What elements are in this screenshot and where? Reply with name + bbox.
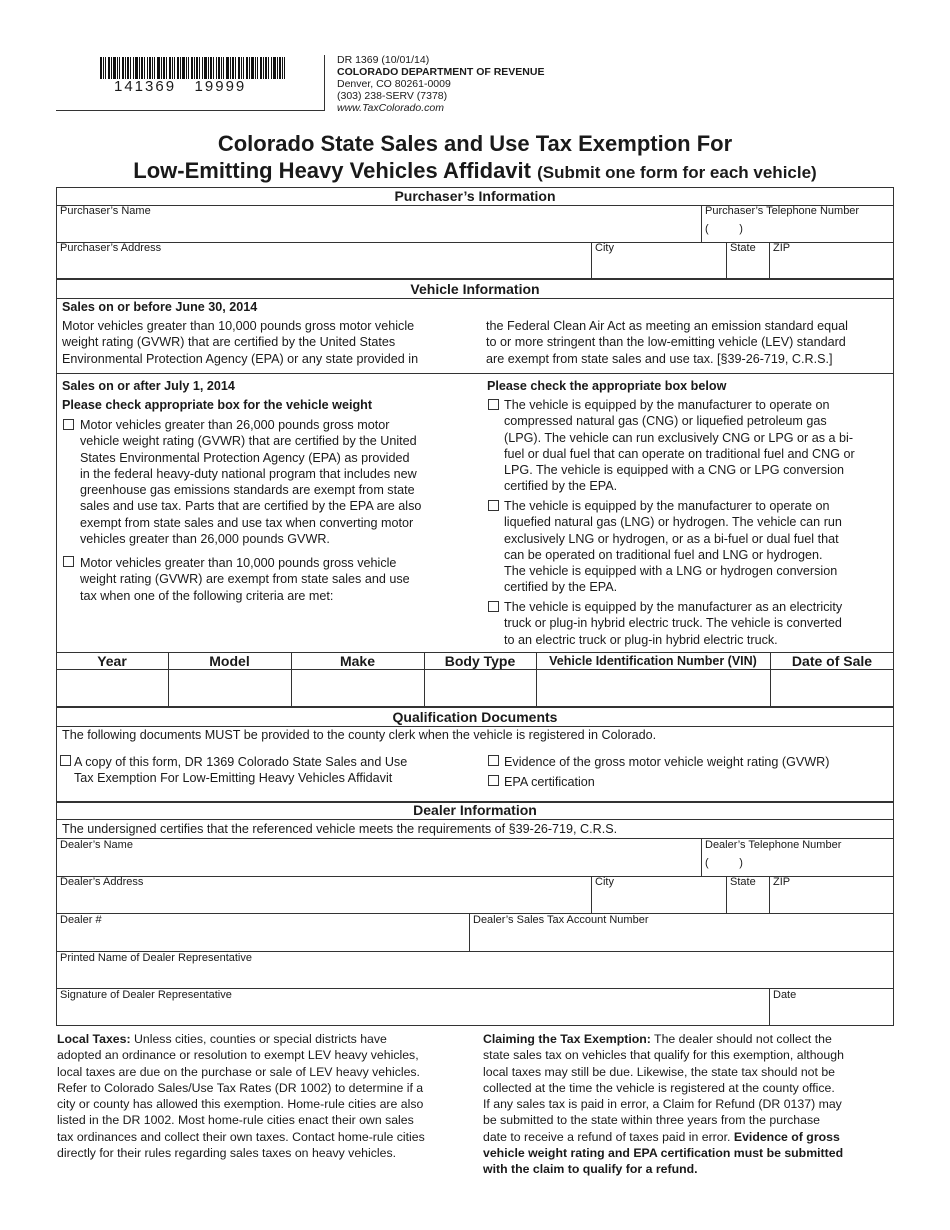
col-date-of-sale: Date of Sale	[791, 653, 873, 669]
text-line: directly for their rules regarding sales taxes on heavy vehicles.	[57, 1146, 397, 1161]
vin-input[interactable]	[537, 670, 769, 706]
weight-option-1-text	[80, 417, 421, 547]
text-line: sales and use tax. Parts that are certified by the EPA are also	[80, 499, 422, 514]
rule	[469, 913, 470, 951]
barcode	[100, 57, 285, 79]
header-rule	[56, 110, 324, 111]
dealer-zip-field[interactable]: ZIP	[773, 876, 791, 888]
purchaser-zip-field[interactable]: ZIP	[773, 242, 791, 254]
rule	[701, 838, 702, 876]
text-line	[57, 1031, 469, 1047]
dealer-phone-field[interactable]: Dealer’s Telephone Number	[705, 839, 842, 851]
purchaser-section-title: Purchaser’s Information	[394, 188, 556, 204]
text-line: vehicles greater than 26,000 pounds GVWR.	[80, 532, 330, 547]
dealer-certify-text: The undersigned certifies that the referenced vehicle meets the requirements of §39-26-719, C.R.S.	[62, 822, 618, 836]
text-line: liquefied natural gas (LNG) or hydrogen. The vehicle can run	[504, 515, 842, 530]
text-line: If any sales tax is paid in error, a Claim for Refund (DR 0137) may	[483, 1097, 842, 1112]
rule	[769, 876, 770, 913]
local-taxes-note	[57, 1031, 469, 1161]
after-subheading: Please check appropriate box for the vehicle weight	[62, 398, 373, 412]
weight-option-2-checkbox[interactable]	[63, 556, 74, 567]
dealer-section-title: Dealer Information	[413, 802, 537, 818]
doc-1-checkbox[interactable]	[60, 755, 71, 766]
text-line: vehicle weight rating and EPA certification must be submitted	[483, 1146, 844, 1161]
doc-3-text: EPA certification	[504, 775, 595, 789]
after-heading: Sales on or after July 1, 2014	[62, 379, 235, 393]
text-line: Motor vehicles greater than 26,000 pounds gross motor	[80, 418, 390, 432]
text-line: state sales tax on vehicles that qualify for this exemption, although	[483, 1048, 844, 1063]
vehicle-section-title: Vehicle Information	[410, 281, 540, 297]
dealer-sales-tax-account-field[interactable]: Dealer’s Sales Tax Account Number	[473, 914, 649, 926]
dealer-name-field[interactable]: Dealer’s Name	[60, 839, 133, 851]
dealer-number-field[interactable]: Dealer #	[60, 914, 102, 926]
text-line: to an electric truck or plug-in hybrid electric truck.	[504, 632, 778, 647]
dealer-phone-paren: ( )	[705, 857, 743, 869]
text-line: with the claim to qualify for a refund.	[483, 1162, 698, 1177]
dealer-address-field[interactable]: Dealer’s Address	[60, 876, 144, 888]
doc-1-text	[74, 754, 407, 787]
qualification-section-title: Qualification Documents	[392, 709, 558, 725]
department-block	[337, 54, 544, 114]
form-title-main: Low-Emitting Heavy Vehicles Affidavit	[133, 158, 531, 183]
rule	[591, 242, 592, 279]
dealer-state-field[interactable]: State	[730, 876, 756, 888]
weight-option-1-checkbox[interactable]	[63, 419, 74, 430]
text-line: Tax Exemption For Low-Emitting Heavy Vehicles Affidavit	[74, 771, 393, 786]
text-line: tax when one of the following criteria are met:	[80, 588, 334, 603]
before-text-left	[62, 318, 418, 367]
doc-2-text: Evidence of the gross motor vehicle weight rating (GVWR)	[504, 755, 830, 769]
purchaser-phone-paren: ( )	[705, 223, 743, 235]
text-line: in the federal heavy-duty national program that includes new	[80, 466, 417, 481]
text-line: LPG. The vehicle is equipped with a CNG or LPG conversion	[504, 463, 844, 478]
header-divider	[324, 55, 325, 111]
text-line: A copy of this form, DR 1369 Colorado State Sales and Use	[74, 755, 408, 769]
text-line: adopted an ordinance or resolution to exempt LEV heavy vehicles,	[57, 1048, 419, 1063]
text-line: Motor vehicles greater than 10,000 pounds gross motor vehicle	[62, 319, 415, 333]
fuel-option-1-text	[504, 397, 896, 495]
col-body-type: Body Type	[444, 653, 516, 669]
text-line: certified by the EPA.	[504, 479, 618, 494]
rule	[769, 988, 770, 1026]
right-heading: Please check the appropriate box below	[487, 379, 727, 393]
text-line-part: date to receive a refund of taxes paid in error.	[483, 1129, 734, 1144]
col-year: Year	[97, 653, 127, 669]
rule	[591, 876, 592, 913]
text-line: States Environmental Protection Agency (EPA) as provided	[80, 450, 410, 465]
col-make: Make	[339, 653, 376, 669]
weight-option-2-text	[80, 555, 410, 604]
text-line: be submitted to the state within three years from the purchase	[483, 1113, 820, 1128]
department-website: www.TaxColorado.com	[337, 102, 444, 114]
col-model: Model	[209, 653, 250, 669]
purchaser-state-field[interactable]: State	[730, 242, 756, 254]
text-line: exclusively LNG or hydrogen, or as a bi-fuel or dual fuel that	[504, 531, 839, 546]
rule	[56, 373, 894, 374]
text-line: to or more stringent than the low-emitting vehicle (LEV) standard	[486, 335, 846, 350]
text-line-part: Evidence of gross	[733, 1129, 840, 1144]
before-text-right	[486, 318, 848, 367]
text-line: are exempt from state sales and use tax. [§39-26-719, C.R.S.]	[486, 351, 833, 366]
text-line: fuel or dual fuel that can operate on traditional fuel and CNG or	[504, 446, 855, 461]
department-address: Denver, CO 80261-0009	[337, 78, 451, 90]
rule	[769, 242, 770, 279]
local-taxes-heading: Local Taxes:	[57, 1032, 131, 1046]
rule	[726, 876, 727, 913]
dealer-signature-field[interactable]: Signature of Dealer Representative	[60, 989, 232, 1001]
text-line: Refer to Colorado Sales/Use Tax Rates (DR 1002) to determine if a	[57, 1080, 424, 1095]
qualification-intro: The following documents MUST be provided to the county clerk when the vehicle is registered in Colorado.	[62, 728, 657, 742]
purchaser-name-field[interactable]: Purchaser’s Name	[60, 205, 151, 217]
fuel-option-2-checkbox[interactable]	[488, 500, 499, 511]
form-title-sub: (Submit one form for each vehicle)	[537, 163, 817, 182]
department-phone: (303) 238-SERV (7378)	[337, 90, 448, 102]
model-input[interactable]	[169, 670, 290, 706]
text-line-part: Unless cities, counties or special districts have	[130, 1032, 387, 1046]
before-heading: Sales on or before June 30, 2014	[62, 300, 258, 314]
rule	[56, 819, 894, 820]
text-line-part: The dealer should not collect the	[650, 1032, 832, 1046]
text-line: exempt from state sales and use tax when converting motor	[80, 515, 414, 530]
barcode-number: 141369 19999	[114, 78, 247, 95]
text-line: The vehicle is equipped with a LNG or hydrogen conversion	[504, 564, 838, 579]
department-name: COLORADO DEPARTMENT OF REVENUE	[337, 66, 545, 78]
text-line: (LPG). The vehicle can run exclusively CNG or LPG or as a bi-	[504, 430, 854, 445]
text-line: The vehicle is equipped by the manufacturer as an electricity	[504, 600, 843, 614]
fuel-option-3-checkbox[interactable]	[488, 601, 499, 612]
doc-2-checkbox[interactable]	[488, 755, 499, 766]
fuel-option-1-checkbox[interactable]	[488, 399, 499, 410]
text-line: city or county has allowed this exemption. Home-rule cities are also	[57, 1097, 424, 1112]
claiming-exemption-note	[483, 1031, 895, 1178]
rule	[726, 242, 727, 279]
text-line	[483, 1129, 895, 1145]
fuel-option-2-text	[504, 498, 842, 596]
form-id: DR 1369 (10/01/14)	[337, 54, 430, 66]
dealer-date-field[interactable]: Date	[773, 989, 797, 1001]
text-line: the Federal Clean Air Act as meeting an emission standard equal	[486, 319, 848, 333]
text-line: Motor vehicles greater than 10,000 pounds gross vehicle	[80, 556, 397, 570]
text-line: greenhouse gas emissions standards are exempt from state	[80, 483, 415, 498]
rule	[701, 205, 702, 242]
purchaser-address-field[interactable]: Purchaser’s Address	[60, 242, 162, 254]
text-line: weight rating (GVWR) are exempt from state sales and use	[80, 572, 410, 587]
col-vin: Vehicle Identification Number (VIN)	[549, 654, 757, 668]
fuel-option-3-text	[504, 599, 842, 648]
text-line: tax ordinances and collect their own taxes. Contact home-rule cities	[57, 1129, 425, 1144]
text-line	[483, 1031, 895, 1047]
text-line: vehicle weight rating (GVWR) that are certified by the United	[80, 434, 417, 449]
text-line: local taxes may still be due. Likewise, the state tax should not be	[483, 1064, 836, 1079]
purchaser-city-field[interactable]: City	[595, 242, 614, 254]
text-line: The vehicle is equipped by the manufacturer to operate on	[504, 499, 830, 513]
purchaser-phone-field[interactable]: Purchaser’s Telephone Number	[705, 205, 860, 217]
body-type-input[interactable]	[425, 670, 535, 706]
make-input[interactable]	[292, 670, 423, 706]
form-title-line-1: Colorado State Sales and Use Tax Exemption For	[217, 131, 733, 156]
date-of-sale-input[interactable]	[771, 670, 893, 706]
text-line: collected at the time the vehicle is registered at the county office.	[483, 1080, 835, 1095]
text-line: can be operated on traditional fuel and LNG or hydrogen.	[504, 547, 823, 562]
text-line: certified by the EPA.	[504, 580, 618, 595]
dealer-city-field[interactable]: City	[595, 876, 614, 888]
text-line: compressed natural gas (CNG) or liquefied petroleum gas	[504, 414, 827, 429]
form-title-line-2	[0, 158, 950, 184]
dealer-printed-name-field[interactable]: Printed Name of Dealer Representative	[60, 952, 252, 964]
text-line: Environmental Protection Agency (EPA) or any state provided in	[62, 351, 419, 366]
text-line: truck or plug-in hybrid electric truck. The vehicle is converted	[504, 616, 842, 631]
text-line: local taxes are due on the purchase or sale of LEV heavy vehicles.	[57, 1064, 420, 1079]
text-line: The vehicle is equipped by the manufacturer to operate on	[504, 398, 830, 412]
claim-heading: Claiming the Tax Exemption:	[483, 1032, 651, 1046]
text-line: weight rating (GVWR) that are certified by the United States	[62, 335, 396, 350]
text-line: listed in the DR 1002. Most home-rule cities enact their own sales	[57, 1113, 414, 1128]
doc-3-checkbox[interactable]	[488, 775, 499, 786]
year-input[interactable]	[57, 670, 167, 706]
